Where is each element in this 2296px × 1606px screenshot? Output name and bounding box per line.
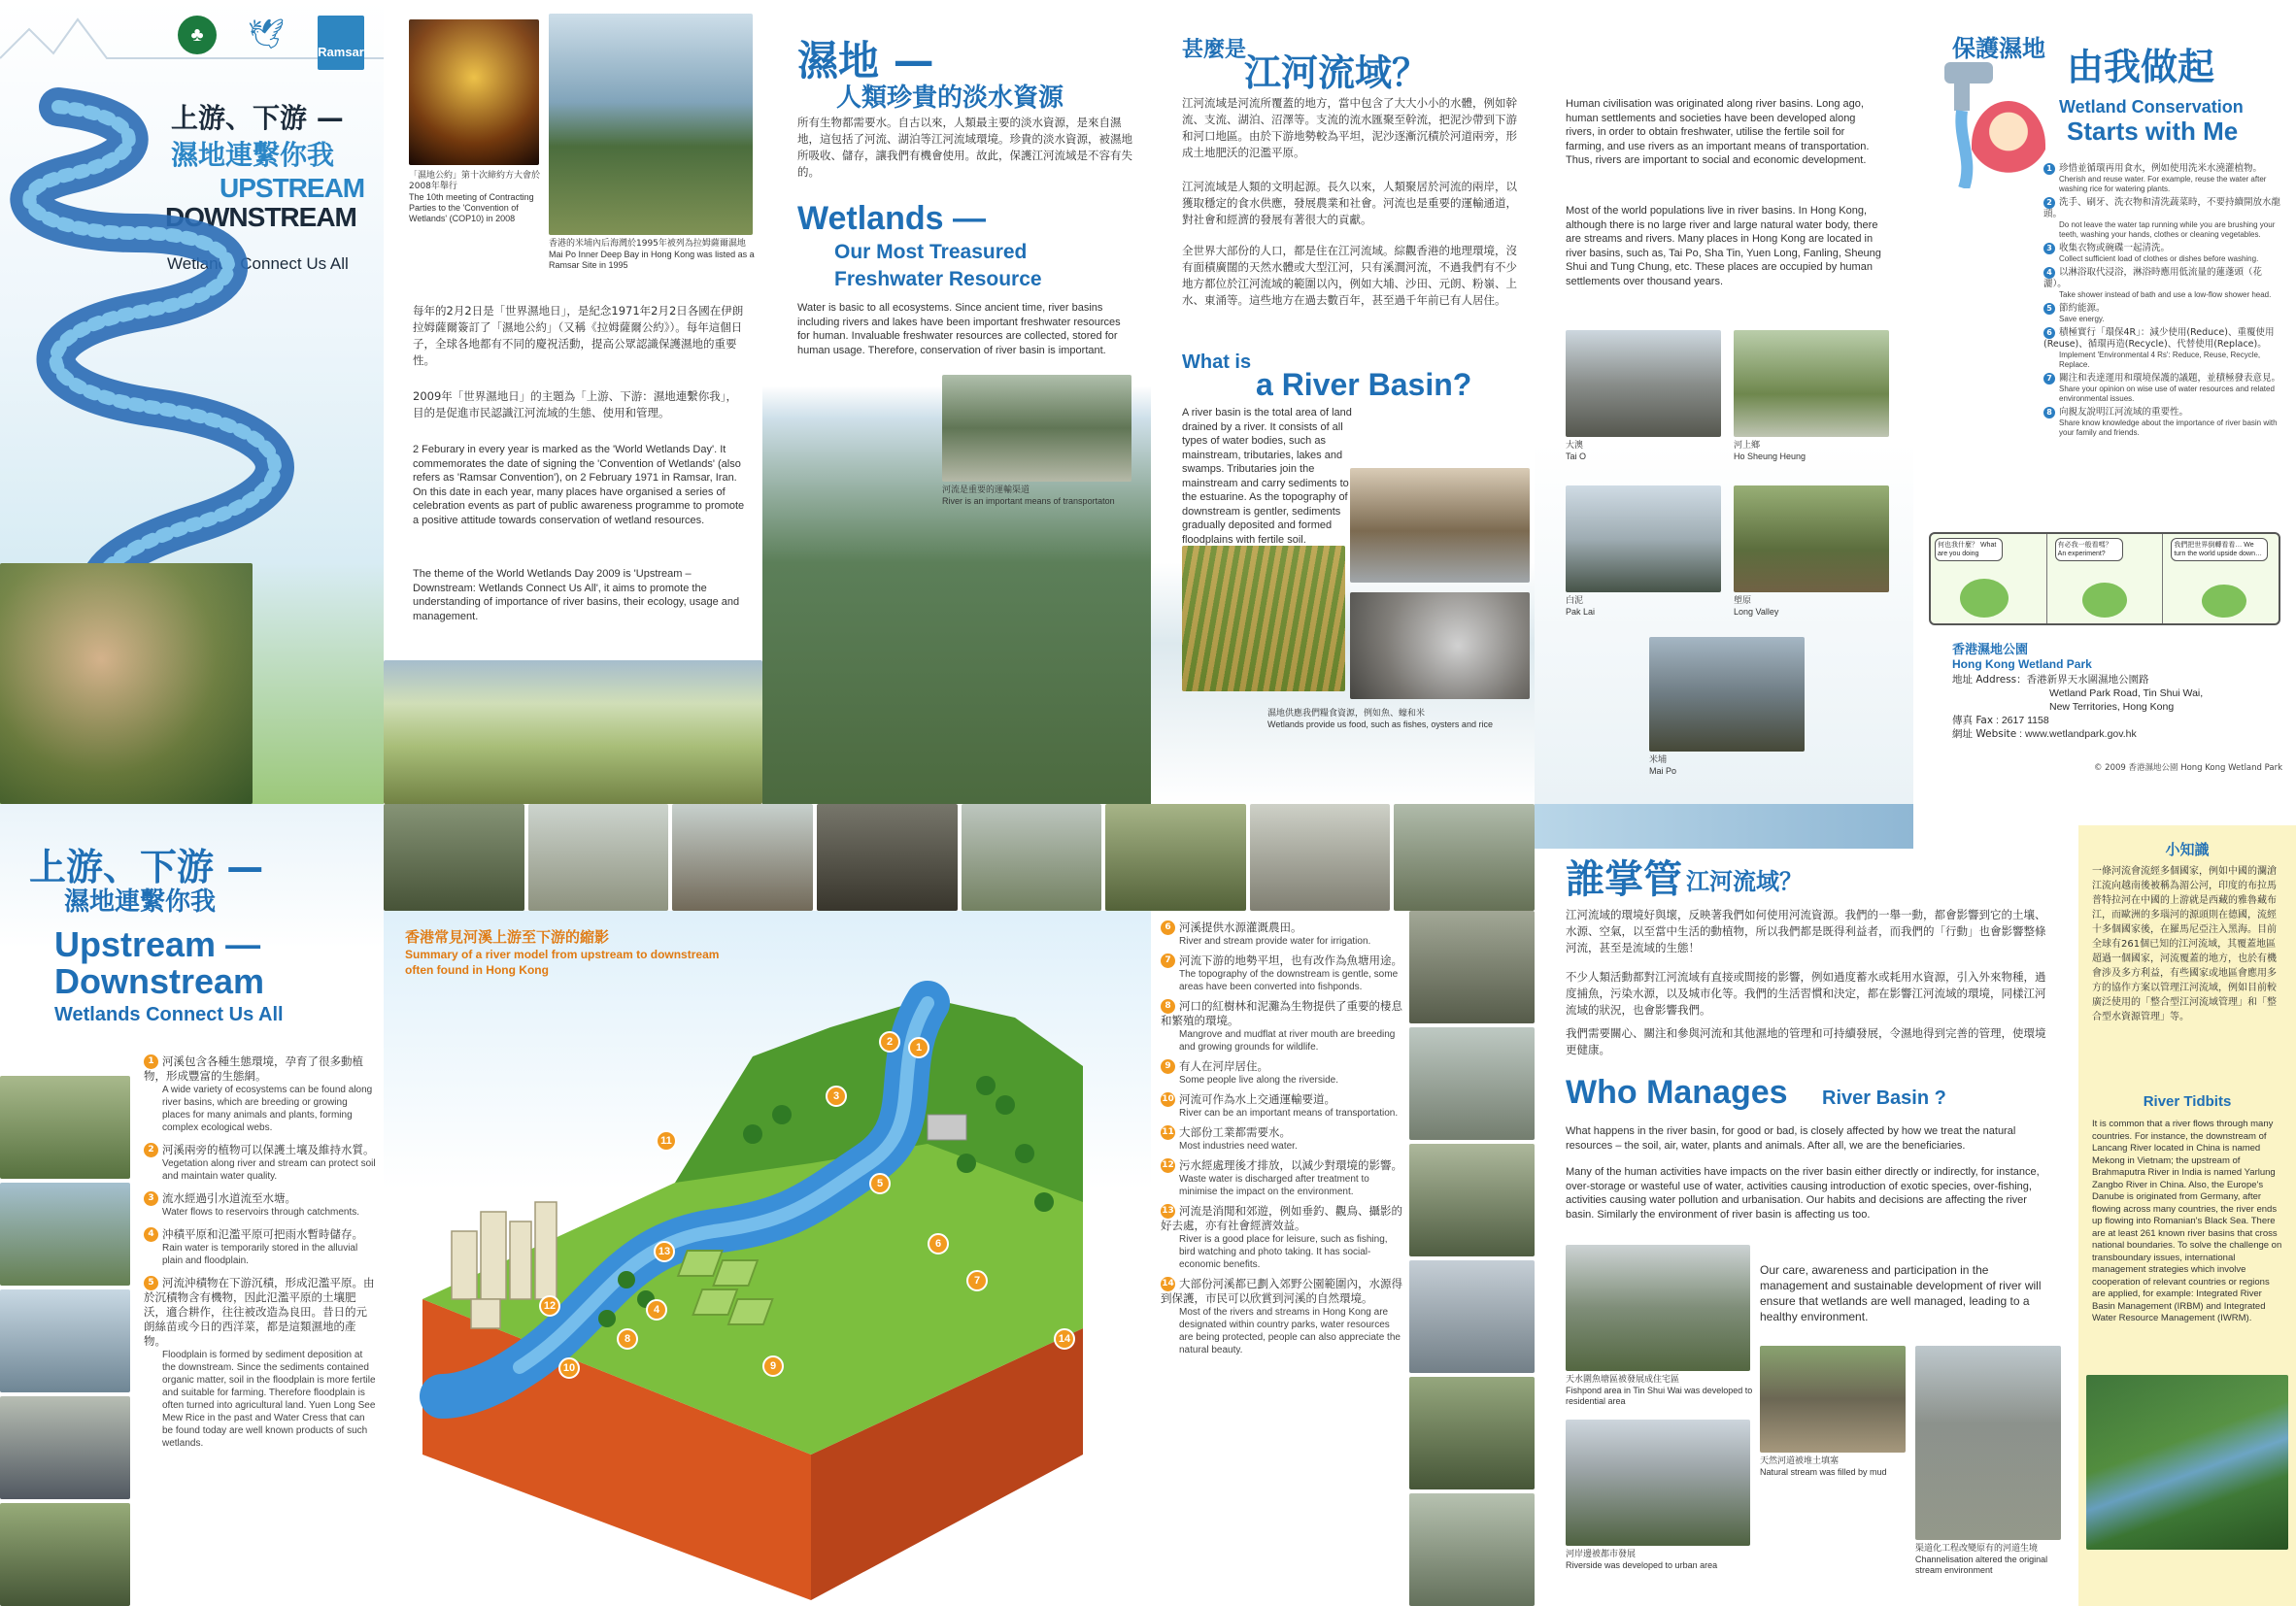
copyright: © 2009 香港濕地公園 Hong Kong Wetland Park (2093, 763, 2282, 773)
inner-subtitle-en: Wetlands Connect Us All (54, 1004, 284, 1025)
river-basin-paragraph-zh-3: 全世界大部份的人口，都是住在江河流域。綜觀香港的地理環境，沒有面積廣闊的天然水體或大型江河，只有溪澗河流，不過我們有不少地方都位於江河流域的範圍以內，例如大埔、沙田、元朗、粉嶺、上水、東涌等。這些地方在過去數百年，甚至過千年前已有人居住。 (1182, 244, 1517, 307)
cop10-photo (409, 19, 539, 165)
filled-stream-caption: 天然河道被堆土填塞 Natural stream was filled by mud (1760, 1456, 1887, 1477)
conservation-title-zh-1: 保護濕地 (1952, 35, 2045, 62)
girl-illustration (1972, 101, 2045, 188)
tai-o-caption: 大澳 Tai O (1566, 441, 1587, 461)
column-photo (0, 1289, 130, 1392)
diagram-number: 14 (1054, 1328, 1075, 1350)
wetland-park-logo: 🕊 (248, 18, 286, 50)
zones-left-list (144, 1054, 377, 1458)
tip-item: 1 珍惜並循環再用食水，例如使用洗米水澆灌植物。 Cherish and reuse water. For example, reuse the water after washing rice for watering plants. (2043, 163, 2282, 194)
channelisation-photo (1915, 1346, 2061, 1540)
pak-lai-photo (1566, 485, 1721, 592)
zones-right-list (1161, 920, 1403, 1362)
wwd-paragraph-zh-1: 每年的2月2日是「世界濕地日」，是紀念1971年2月2日各國在伊朗拉姆薩爾簽訂了「濕地公約」（又稱《拉姆薩爾公約》）。每年這個日子，全球各地都有不同的慶祝活動，提高公眾認識保護濕地的重要性。 (413, 304, 744, 367)
zone-item: 14 大部份河溪都已劃入郊野公園範圍內，水源得到保護，市民可以欣賞到河溪的自然環境。 Most of the rivers and streams in Hong Kong are designated within country parks, water resources are being protected, people can also appreciate the natural beauty. (1161, 1277, 1402, 1355)
fishpond-photo (1566, 1245, 1750, 1371)
park-address: 地址 Address：香港新界天水圍濕地公園路 (1952, 674, 2149, 686)
ho-sheung-heung-caption: 河上鄉 Ho Sheung Heung (1734, 441, 1806, 461)
wetlands-paragraph-zh: 所有生物都需要水。自古以來，人類最主要的淡水資源，是來自濕地，這包括了河流、湖泊等江河流域環境。珍貴的淡水資源，被濕地所吸收、儲存，讓我們有機會使用。故此，保護江河流域是不容有失的。 (797, 116, 1132, 179)
tip-item: 4 以淋浴取代浸浴，淋浴時應用低流量的蓮蓬頭（花灑）。 Take shower instead of bath and use a low-flow shower head. (2043, 267, 2272, 299)
diagram-number: 11 (656, 1130, 677, 1152)
zone-item: 4 沖積平原和氾濫平原可把雨水暫時儲存。 Rain water is temporarily stored in the alluvial plain and floodplain. (144, 1227, 377, 1267)
park-name-zh: 香港濕地公園 (1952, 643, 2029, 657)
urban-riverside-photo (1566, 1420, 1750, 1546)
river-basin-paragraph-zh-2: 江河流域是人類的文明起源。長久以來，人類聚居於河流的兩岸，以獲取穩定的食水供應，發展農業和社會。河流也是重要的運輸通道，對社會和經濟的發展有著很大的貢獻。 (1182, 180, 1517, 226)
frog-illustration (2202, 585, 2246, 618)
zone-item: 12 污水經處理後才排放，以減少對環境的影響。 Waste water is discharged after treatment to minimise the impact on the environment. (1162, 1158, 1402, 1197)
tidbits-title-zh: 小知識 (2165, 841, 2210, 858)
inner-title-en-2: Downstream (54, 961, 265, 1001)
park-fax: 傳真 Fax : 2617 1158 (1952, 715, 2049, 726)
comic-strip (1929, 532, 2280, 625)
cover-title-zh-2: 濕地連繫你我 (171, 139, 335, 171)
long-valley-caption: 塱原 Long Valley (1734, 596, 1779, 617)
tip-item: 6 積極實行「環保4R」：減少使用(Reduce)、重覆使用(Reuse)、循環再造(Recycle)、代替使用(Replace)。 Implement 'Environmental 4 Rs': Reduce, Reuse, Recycle, Replace. (2043, 327, 2275, 369)
diagram-title-en-2: often found in Hong Kong (405, 963, 549, 977)
inner-title-zh-2: 濕地連繫你我 (64, 887, 217, 917)
manages-title-zh-small: 江河流域？ (1686, 868, 1803, 895)
boat-caption: 河流是重要的運輸渠道 River is an important means of transportaton (942, 485, 1115, 506)
inner-title-zh-1: 上游、下游 — (29, 846, 264, 888)
filled-stream-photo (1760, 1346, 1906, 1453)
tidbits-title-en: River Tidbits (2143, 1093, 2232, 1110)
cover-title-zh-1: 上游、下游 — (171, 102, 344, 134)
diagram-number: 4 (646, 1299, 667, 1321)
strip-photo (1394, 804, 1535, 911)
column-photo (0, 1183, 130, 1286)
conservation-tips-list (2043, 163, 2282, 441)
conservation-title-en-2: Starts with Me (2067, 117, 2239, 146)
maipo-caption: 香港的米埔內后海灣於1995年被列為拉姆薩爾濕地 Mai Po Inner Deep Bay in Hong Kong was listed as a Ramsar Site in 1995 (549, 239, 755, 270)
children-photo (384, 660, 762, 804)
fishpond-caption: 天水圍魚塘區被發展成住宅區 Fishpond area in Tin Shui Wai was developed to residential area (1566, 1375, 1753, 1406)
zone-item: 3 流水經過引水道流至水塘。 Water flows to reservoirs through catchments. (144, 1191, 377, 1219)
zone-item: 10 河流可作為水上交通運輸要道。 River can be an important means of transportation. (1162, 1092, 1399, 1119)
tidbits-paragraph-en: It is common that a river flows through many countries. For instance, the downstream of Lancang River located in China is named Mekong in Vietnam; the upstream of Brahmaputra River in India is named Yarlung Zangbo River in China. Also, the Europe's Danube is originated from Germany, after flowing across many countries, the river ends up flowing into Romanian's Black Sea. There are at least 261 known river basins that cross national boundaries. To solve the challenge on transboundary issues, international management strategies which involve cooperation of relevant countries or regions are applied, for example: Integrated River Basin Management (IRBM) and Integrated Water Resource Management (IWRM). (2092, 1119, 2282, 1323)
zone-item: 7 河流下游的地勢平坦，也有改作為魚塘用途。 The topography of the downstream is gentle, some areas have been converted into fishponds. (1161, 954, 1403, 993)
mai-po-photo (1649, 637, 1805, 752)
cover-title-en-1: UPSTREAM (219, 173, 365, 203)
diagram-number: 8 (617, 1328, 638, 1350)
diagram-panel (384, 911, 1151, 1606)
civilisation-paragraph-en-1: Human civilisation was originated along river basins. Long ago, human settlements and societies have been developed along rivers, in order to obtain freshwater, utilise the fertile soil for farming, and use rivers as an important means of transportation. Thus, rivers are important to social and economic development. (1566, 98, 1870, 166)
conservation-panel (1913, 0, 2296, 804)
manages-paragraph-zh-3: 我們需要關心、關注和參與河流和其他濕地的管理和可持續發展，令濕地得到完善的管理，使環境更健康。 (1566, 1026, 2046, 1056)
zone-item: 6 河溪提供水源灌溉農田。 River and stream provide water for irrigation. (1161, 920, 1403, 948)
strip-photo (672, 804, 813, 911)
column-photo (1409, 1493, 1535, 1606)
ramsar-logo: Ramsar (318, 16, 364, 70)
wetlands-panel (762, 0, 1151, 804)
manages-paragraph-zh-1: 江河流域的環境好與壞，反映著我們如何使用河流資源。我們的一舉一動，都會影響到它的土壤、水源、空氣，以至當中生活的動植物，所以我們都是既得利益者，而我們的「行動」也會影響整條河流，甚至是流域的生態！ (1566, 908, 2046, 954)
tip-item: 3 收集衣物或碗碟一起清洗。 Collect sufficient load of clothes or dishes before washing. (2043, 243, 2282, 264)
zone-item: 5 河流沖積物在下游沉積，形成氾濫平原。由於沉積物含有機物，因此氾濫平原的土壤肥沃，適合耕作，往往被改造為良田。昔日的元朗絲苗或今日的西洋菜，都是這類濕地的產物。 Floodplain is formed by sediment deposition at the downstream. Since the sediments contained organic matter, soil in the floodplain is more fertile and suitable for farming. Therefore floodplain is often turned into agricultural land. Yuen Long See Mew Rice in the past and Water Cress that can be found today are well known products of such wetlands. (144, 1276, 376, 1449)
comic-panel: 何也我什麼？ What are you doing (1931, 534, 2047, 623)
pak-lai-caption: 白泥 Pak Lai (1566, 596, 1596, 617)
tidbits-paragraph-zh: 一條河流會流經多個國家，例如中國的瀾滄江流向越南後被稱為湄公河，印度的布拉馬普特拉河在中國的上游就是西藏的雅魯藏布江，而歐洲的多瑙河的源頭則在德國，流經十多個國家後，在羅馬尼亞注入黑海。目前全球有261個已知的江河流域，其覆蓋地區超過一個國家，河流覆蓋的地方，也於有機會涉及多方利益，有些國家或地區會應用多方的協作方案以管理江河流域，例如目前較廣泛使用的「整合型江河流域管理」和「整合型水資源管理」等。 (2092, 866, 2277, 1022)
park-website: 網址 Website : www.wetlandpark.gov.hk (1952, 728, 2137, 740)
cover-title-en-2: DOWNSTREAM (165, 202, 356, 232)
wwd-paragraph-en-1: 2 Feburary in every year is marked as the 'World Wetlands Day'. It commemorates the date of signing the 'Convention of Wetlands' (also refers as 'Ramsar Convention'), on 2 February 1971 in Ramsar, Iran. On this date in each year, many places have organised a series of celebration events as part of public awareness programme to promote a positive attitude towards conservation of wetland resources. (413, 444, 745, 526)
manages-title-en-big: Who Manages (1566, 1074, 1788, 1111)
mai-po-caption: 米埔 Mai Po (1649, 755, 1677, 776)
food-caption: 濕地供應我們糧食資源，例如魚、蠔和米 Wetlands provide us food, such as fishes, oysters and rice (1267, 709, 1493, 729)
manages-title-zh-big: 誰掌管 (1566, 857, 1682, 902)
civilisation-paragraph-en-2: Most of the world populations live in river basins. In Hong Kong, although there is no large river and large natural water body, there are streams and rivers. Many places in Hong Kong are located in river basins, such as, Tai Po, Sha Tin, Yuen Long, Fanling, Sheung Shui and Tung Chung, etc. These places are occupied by human settlements over thousand years. (1566, 205, 1881, 287)
wetlands-title-en: Wetlands — (797, 200, 986, 237)
park-website-link[interactable]: www.wetlandpark.gov.hk (2024, 728, 2137, 740)
wwd-panel (384, 0, 762, 804)
river-basin-paragraph-zh-1: 江河流域是河流所覆蓋的地方，當中包含了大大小小的水體，例如幹流、支流、湖泊、沼澤等。支流的流水匯聚至幹流，把泥沙帶到下游和河口地區。由於下游地勢較為平坦，泥沙逐漸沉積於河道兩旁，形成土地肥沃的氾濫平原。 (1182, 96, 1517, 159)
diagram-number: 13 (654, 1241, 675, 1262)
diagram-number: 12 (539, 1295, 560, 1317)
ho-sheung-heung-photo (1734, 330, 1889, 437)
boat-photo (942, 375, 1131, 482)
column-photo (1409, 1027, 1535, 1140)
long-valley-photo (1734, 485, 1889, 592)
river-basin-title-en: a River Basin? (1256, 367, 1472, 402)
diagram-number: 2 (879, 1031, 900, 1053)
river-basin-panel (1151, 0, 1535, 804)
strip-photo (528, 804, 669, 911)
column-photo (0, 1503, 130, 1606)
inner-title-en-1: Upstream — (54, 924, 261, 964)
cover-subtitle-en: Wetlands Connect Us All (167, 254, 349, 273)
diagram-number: 9 (762, 1355, 784, 1377)
diagram-number: 6 (928, 1233, 949, 1255)
comic-panel: 有必我一般看嗎？ An experiment? (2047, 534, 2164, 623)
column-photo (1409, 1260, 1535, 1373)
frog-illustration (1960, 579, 2009, 618)
conservation-title-en-1: Wetland Conservation (2059, 97, 2244, 117)
wetlands-subtitle-en-2: Freshwater Resource (834, 268, 1042, 290)
tidbits-panel (2078, 825, 2296, 1606)
strip-photo (384, 804, 524, 911)
park-name-en: Hong Kong Wetland Park (1952, 657, 2092, 671)
diagram-number: 3 (826, 1086, 847, 1107)
channelisation-caption: 渠道化工程改變原有的河道生境 Channelisation altered the original stream environment (1915, 1544, 2048, 1575)
zone-item: 8 河口的紅樹林和泥灘為生物提供了重要的棲息和繁殖的環境。 Mangrove and mudflat at river mouth are breeding and growing grounds for wildlife. (1161, 999, 1402, 1053)
column-photo (1409, 1377, 1535, 1489)
wwd-paragraph-zh-2: 2009年「世界濕地日」的主題為「上游、下游：濕地連繫你我」，目的是促進市民認識江河流域的生態、使用和管理。 (413, 389, 738, 419)
river-aerial-photo (2086, 1375, 2288, 1550)
tip-item: 5 節約能源。 Save energy. (2043, 303, 2282, 324)
diagram-number: 5 (869, 1173, 891, 1194)
civilisation-panel (1535, 0, 1913, 804)
left-photo-column (0, 1076, 130, 1606)
strip-photo (962, 804, 1102, 911)
zone-item: 2 河溪兩旁的植物可以保護土壤及維持水質。 Vegetation along river and stream can protect soil and maintain water quality. (144, 1143, 377, 1183)
strip-photo (1250, 804, 1391, 911)
diagram-number: 7 (966, 1270, 988, 1291)
wwd-paragraph-en-2: The theme of the World Wetlands Day 2009 is 'Upstream – Downstream: Wetlands Connect Us All', it aims to promote the understanding of importance of river basins, their ecology, usage and management. (413, 568, 740, 622)
diagram-title-en-1: Summary of a river model from upstream to downstream (405, 948, 720, 961)
wetlands-subtitle-zh: 人類珍貴的淡水資源 (836, 84, 1064, 113)
zone-item: 1 河溪包含各種生態環境，孕育了很多動植物，形成豐富的生態網。 A wide variety of ecosystems can be found along river basins, which are breeding or growing places for many animals and plants, forming complex ecological webs. (144, 1054, 373, 1133)
river-basin-title-zh: 江河流域？ (1244, 51, 1430, 94)
column-photo (0, 1396, 130, 1499)
diagram-number: 10 (558, 1357, 580, 1379)
cover-panel (0, 0, 384, 804)
column-photo (0, 1076, 130, 1179)
column-photo (1409, 911, 1535, 1023)
urban-riverside-caption: 河岸邊被都市發展 Riverside was developed to urban area (1566, 1550, 1718, 1570)
wetlands-title-zh: 濕地 — (797, 37, 934, 84)
tai-o-photo (1566, 330, 1721, 437)
zones-right-panel (1151, 911, 1535, 1606)
fishing-photo (1350, 468, 1530, 583)
zone-item: 11 大部份工業都需要水。 Most industries need water. (1162, 1125, 1298, 1152)
river-basin-title-small-en: What is (1182, 351, 1252, 373)
cop10-caption: 「濕地公約」第十次締約方大會於2008年舉行 The 10th meeting of Contracting Parties to the 'Convention of Wetlands' (COP10) in 2008 (409, 171, 541, 223)
diagram-number: 1 (908, 1037, 929, 1058)
afcd-logo: ♣ (178, 16, 217, 54)
manages-paragraph-en-2: Many of the human activities have impacts on the river basin either directly or indirectly, for instance, over-storage or wasteful use of water, activities causing introduction of exotic species, over-fishing, activities causing water pollution and urbanisation. Our habits and decisions are affecting the river basin. Similarly the environment of river basin is affecting us too. (1566, 1166, 2040, 1221)
column-photo (1409, 1144, 1535, 1256)
wetland-park-info: 香港濕地公園 Hong Kong Wetland Park 地址 Address：香港新界天水圍濕地公園路 Wetland Park Road, Tin Shui Wai, New Territories, Hong Kong 傳真 Fax : 2617 1158 網址 Website : www.wetlandpark.gov.hk (1952, 639, 2282, 741)
wetlands-subtitle-en-1: Our Most Treasured (834, 241, 1028, 263)
river-basin-title-small-zh: 甚麼是 (1182, 38, 1247, 62)
manages-paragraph-zh-2: 不少人類活動都對江河流域有直接或間接的影響，例如過度蓄水或耗用水資源，引入外來物種，過度捕魚，污染水源，以及城市化等。我們的生活習慣和決定，都在影響江河流域的環境，同樣江河流域的狀況，也會影響我們。 (1566, 970, 2046, 1017)
comic-panel: 我們把世界倒轉看看… We turn the world upside down… (2163, 534, 2279, 623)
zone-item: 9 有人在河岸居住。 Some people live along the riverside. (1161, 1059, 1403, 1087)
river-basin-paragraph-en: A river basin is the total area of land drained by a river. It consists of all types of water bodies, such as mainstream, tributaries, lakes and swamps. Tributaries join the mainstream and carry sediments to the estuarine. As the topography of downstream is gentler, sediments gradually deposited and formed floodplains with fertile soil. (1182, 407, 1352, 546)
family-photo (0, 563, 253, 804)
conservation-title-zh-2: 由我做起 (2067, 46, 2215, 88)
tip-item: 2 洗手、刷牙、洗衣物和清洗蔬菜時，不要持續開放水龍頭。 Do not leave the water tap running while you are brushing your teeth, washing your hands, clothes or cleaning vegetables. (2043, 197, 2281, 239)
oyster-photo (1350, 592, 1530, 699)
strip-photo (1105, 804, 1246, 911)
right-photo-strip (1535, 804, 1913, 849)
inner-title-panel (0, 804, 384, 1606)
zone-item: 13 河流是消閒和郊遊，例如垂釣、觀鳥、攝影的好去處，亦有社會經濟效益。 River is a good place for leisure, such as fishing, bird watching and photo taking. It has social-economic benefits. (1161, 1204, 1402, 1270)
maipo-photo (549, 14, 753, 235)
manages-paragraph-en-3: Our care, awareness and participation in the management and sustainable development of river will ensure that wetlands are well managed, leading to a healthy environment. (1760, 1263, 2042, 1323)
rice-photo (1182, 546, 1345, 691)
diagram-title-zh: 香港常見河溪上游至下游的縮影 (405, 928, 610, 946)
river-model-illustration (384, 911, 1151, 1606)
tip-item: 7 關注和表達運用和環境保護的議題，並積極發表意見。 Share your opinion on wise use of water resources and related environmental issues. (2043, 373, 2282, 404)
manages-title-en-small: River Basin ? (1822, 1087, 1946, 1109)
wetlands-paragraph-en: Water is basic to all ecosystems. Since ancient time, river basins including rivers and lakes have been important freshwater resources for human. Invaluable freshwater resources are collected, stored for human usage. Therefore, conservation of river basin is important. (797, 302, 1121, 356)
tip-item: 8 向親友說明江河流域的重要性。 Share know knowledge about the importance of river basin with your family and friends. (2043, 407, 2282, 438)
strip-photo (817, 804, 958, 911)
manages-panel (1535, 849, 2078, 1606)
frog-illustration (2082, 583, 2127, 618)
right-photo-column (1409, 911, 1535, 1606)
manages-paragraph-en-1: What happens in the river basin, for good or bad, is closely affected by how we treat the natural resources – the soil, air, water, plants and animals. After all, we are the beneficiaries. (1566, 1125, 2016, 1152)
middle-photo-strip (384, 804, 1535, 911)
